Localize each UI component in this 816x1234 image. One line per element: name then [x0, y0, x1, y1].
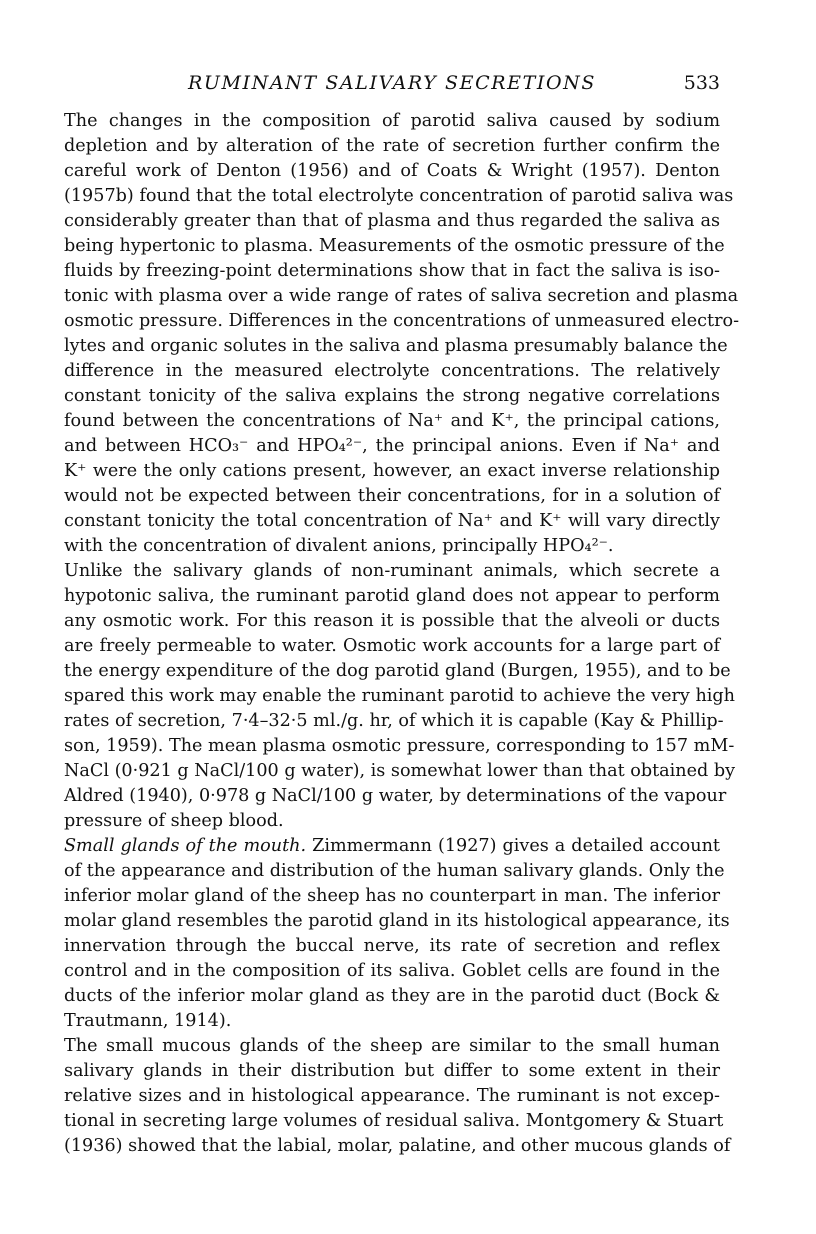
- text-line: The small mucous glands of the sheep are similar to the small human: [64, 1036, 720, 1056]
- text-line: considerably greater than that of plasma and thus regarded the saliva as: [64, 211, 720, 231]
- text-line: fluids by freezing-point determinations show that in fact the saliva is iso-: [64, 261, 720, 281]
- text-line: rates of secretion, 7·4–32·5 ml./g. hr, of which it is capable (Kay & Phillip-: [64, 711, 724, 731]
- text-line: ducts of the inferior molar gland as they are in the parotid duct (Bock &: [64, 986, 720, 1006]
- paragraph: [64, 1034, 731, 1159]
- journal-page: [64, 72, 740, 1159]
- text-line: are freely permeable to water. Osmotic work accounts for a large part of: [64, 636, 720, 656]
- text-line: relative sizes and in histological appearance. The ruminant is not excep-: [64, 1086, 720, 1106]
- text-line: tional in secreting large volumes of residual saliva. Montgomery & Stuart: [64, 1111, 724, 1131]
- text-line: tonic with plasma over a wide range of rates of saliva secretion and plasma: [64, 286, 739, 306]
- text-line: osmotic pressure. Differences in the concentrations of unmeasured electro-: [64, 311, 740, 331]
- text-line: difference in the measured electrolyte concentrations. The relatively: [64, 361, 720, 381]
- text-line: NaCl (0·921 g NaCl/100 g water), is somewhat lower than that obtained by: [64, 761, 736, 781]
- text-line: being hypertonic to plasma. Measurements of the osmotic pressure of the: [64, 236, 725, 256]
- text-line: control and in the composition of its saliva. Goblet cells are found in the: [64, 961, 720, 981]
- text-line: inferior molar gland of the sheep has no counterpart in man. The inferior: [64, 886, 720, 906]
- text-line: spared this work may enable the ruminant parotid to achieve the very high: [64, 686, 735, 706]
- page-number: 533: [683, 72, 720, 94]
- text-line: The changes in the composition of parotid saliva caused by sodium: [64, 111, 720, 131]
- text-line: pressure of sheep blood.: [64, 811, 284, 831]
- text-line: found between the concentrations of Na⁺ and K⁺, the principal cations,: [64, 411, 720, 431]
- text-line: (1957b) found that the total electrolyte concentration of parotid saliva was: [64, 186, 734, 206]
- text-line: lytes and organic solutes in the saliva and plasma presumably balance the: [64, 336, 728, 356]
- text-line: molar gland resembles the parotid gland in its histological appearance, its: [64, 911, 730, 931]
- text-line: with the concentration of divalent anions, principally HPO₄²⁻.: [64, 536, 614, 556]
- line-text: Zimmermann (1927) gives a detailed account: [306, 836, 721, 856]
- text-line: K⁺ were the only cations present, however, an exact inverse relationship: [64, 461, 720, 481]
- text-line: hypotonic saliva, the ruminant parotid gland does not appear to perform: [64, 586, 720, 606]
- text-line: Aldred (1940), 0·978 g NaCl/100 g water, by determinations of the vapour: [64, 786, 727, 806]
- text-line: constant tonicity of the saliva explains the strong negative correlations: [64, 386, 720, 406]
- text-line: of the appearance and distribution of the human salivary glands. Only the: [64, 861, 725, 881]
- text-line: innervation through the buccal nerve, its rate of secretion and reflex: [64, 936, 720, 956]
- text-line: would not be expected between their concentrations, for in a solution of: [64, 486, 720, 506]
- paragraph: [64, 834, 730, 1034]
- paragraph: [64, 109, 740, 559]
- article-body: [64, 109, 740, 1159]
- section-heading: Small glands of the mouth.: [64, 836, 307, 856]
- text-line: (1936) showed that the labial, molar, palatine, and other mucous glands of: [64, 1136, 731, 1156]
- page-header: [64, 72, 720, 100]
- text-line: any osmotic work. For this reason it is possible that the alveoli or ducts: [64, 611, 720, 631]
- text-line: Unlike the salivary glands of non-ruminant animals, which secrete a: [64, 561, 720, 581]
- text-line: son, 1959). The mean plasma osmotic pressure, corresponding to 157 mM-: [64, 736, 735, 756]
- text-line: depletion and by alteration of the rate of secretion further confirm the: [64, 136, 720, 156]
- paragraph: [64, 559, 736, 834]
- running-title: RUMINANT SALIVARY SECRETIONS: [187, 72, 597, 94]
- text-line: salivary glands in their distribution but differ to some extent in their: [64, 1061, 720, 1081]
- text-line: constant tonicity the total concentration of Na⁺ and K⁺ will vary directly: [64, 511, 720, 531]
- text-line: [64, 834, 720, 859]
- text-line: the energy expenditure of the dog parotid gland (Burgen, 1955), and to be: [64, 661, 731, 681]
- text-line: Trautmann, 1914).: [64, 1011, 232, 1031]
- text-line: and between HCO₃⁻ and HPO₄²⁻, the principal anions. Even if Na⁺ and: [64, 436, 720, 456]
- text-line: careful work of Denton (1956) and of Coats & Wright (1957). Denton: [64, 161, 720, 181]
